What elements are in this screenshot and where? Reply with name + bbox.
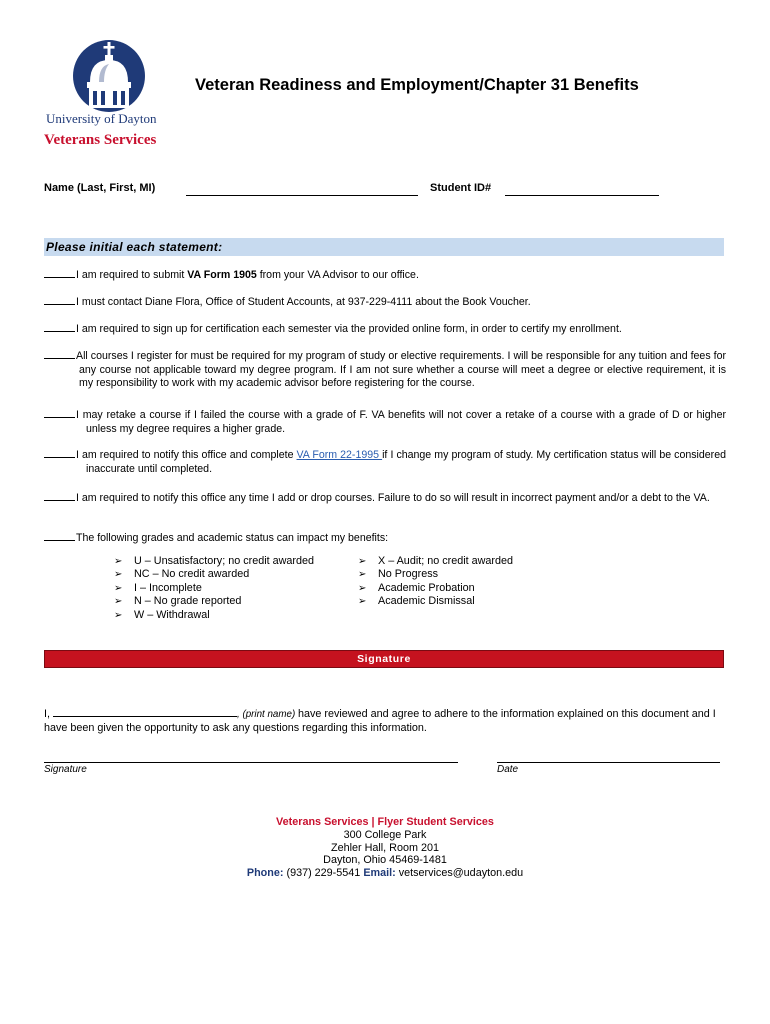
list-item: ➢ W – Withdrawal (114, 608, 210, 621)
initial-field[interactable] (44, 448, 75, 458)
statement-1: I am required to submit VA Form 1905 from your VA Advisor to our office. (44, 268, 726, 283)
acknowledgement-text: I, , (print name) have reviewed and agree to adhere to the information explained on this document and I have been given the opportunity to ask any questions regarding this information. (44, 708, 716, 734)
list-item: ➢ NC – No credit awarded (114, 568, 250, 581)
initial-field[interactable] (44, 408, 75, 418)
initial-field[interactable] (44, 349, 75, 359)
student-id-label: Student ID# (430, 182, 492, 194)
arrow-bullet-icon: ➢ (114, 596, 123, 608)
initial-field[interactable] (44, 322, 75, 332)
footer-address-2: Zehler Hall, Room 201 (330, 841, 440, 854)
signature-section-heading: Signature (357, 653, 411, 665)
email-link[interactable]: vetservices@udayton.edu (395, 867, 524, 880)
footer-address-3: Dayton, Ohio 45469-1481 (323, 854, 447, 867)
arrow-bullet-icon: ➢ (114, 569, 123, 581)
statement-7: I am required to notify this office any time I add or drop courses. Failure to do so will result in incorrect payment and/or a debt to the VA. (44, 491, 726, 506)
list-item: ➢ I – Incomplete (114, 581, 202, 594)
arrow-bullet-icon: ➢ (114, 582, 123, 594)
initial-field[interactable] (44, 531, 75, 541)
date-label: Date (497, 764, 519, 775)
statement-2: I must contact Diane Flora, Office of Student Accounts, at 937-229-4111 about the Book Voucher. (44, 295, 726, 310)
list-item: ➢ N – No grade reported (114, 595, 242, 608)
date-field[interactable] (497, 762, 720, 763)
list-item: ➢ U – Unsatisfactory; no credit awarded (114, 555, 315, 567)
footer-org: Veterans Services | Flyer Student Services (276, 816, 494, 828)
arrow-bullet-icon: ➢ (358, 556, 367, 567)
initial-field[interactable] (44, 295, 75, 305)
arrow-bullet-icon: ➢ (358, 596, 367, 608)
footer-contact (185, 816, 585, 880)
department-name: Veterans Services (44, 132, 157, 148)
list-item: ➢ Academic Dismissal (358, 595, 475, 608)
student-id-field[interactable] (505, 195, 659, 196)
print-name-field[interactable] (53, 707, 237, 717)
initial-field[interactable] (44, 268, 75, 278)
footer-phone-email: Phone: (937) 229-5541 Email: vetservices@udayton.edu (246, 867, 524, 880)
signature-label: Signature (44, 764, 87, 775)
university-name: University of Dayton (46, 111, 157, 126)
statement-3: I am required to sign up for certification each semester via the provided online form, in order to certify my enrollment. (44, 322, 726, 337)
statement-4: All courses I register for must be required for my program of study or elective requirements. I will be responsible for any tuition and fees for any course not applicable toward my degree program. If I am not sure whether a course will meet a degree or elective requirement, it is my responsibility to work with my academic advisor before registering for the course. (44, 349, 726, 391)
page-title: Veteran Readiness and Employment/Chapter 31 Benefits (195, 76, 639, 94)
grades-list-right (354, 555, 513, 609)
statement-6: I am required to notify this office and complete VA Form 22-1995 if I change my program of study. My certification status will be considered inaccurate until completed. (44, 448, 726, 476)
va-form-22-1995-link[interactable]: VA Form 22-1995 (296, 449, 383, 461)
signature-section-bar (44, 650, 724, 668)
list-item: ➢ X – Audit; no credit awarded (358, 555, 514, 567)
grades-list-left (110, 555, 314, 622)
name-field[interactable] (186, 195, 418, 196)
section-heading: Please initial each statement: (46, 240, 223, 254)
arrow-bullet-icon: ➢ (358, 582, 367, 594)
list-item: ➢ Academic Probation (358, 581, 475, 594)
statement-8: The following grades and academic status can impact my benefits: (44, 531, 726, 546)
initial-field[interactable] (44, 491, 75, 501)
arrow-bullet-icon: ➢ (358, 569, 367, 581)
statement-5: I may retake a course if I failed the course with a grade of F. VA benefits will not cover a retake of a course with a grade of D or higher unless my degree requires a higher grade. (44, 408, 726, 436)
arrow-bullet-icon: ➢ (114, 556, 123, 567)
arrow-bullet-icon: ➢ (114, 609, 123, 621)
signature-field[interactable] (44, 762, 458, 763)
name-label: Name (Last, First, MI) (44, 182, 156, 194)
section-heading-bar (44, 238, 724, 256)
list-item: ➢ No Progress (358, 568, 439, 581)
footer-address-1: 300 College Park (343, 828, 427, 841)
